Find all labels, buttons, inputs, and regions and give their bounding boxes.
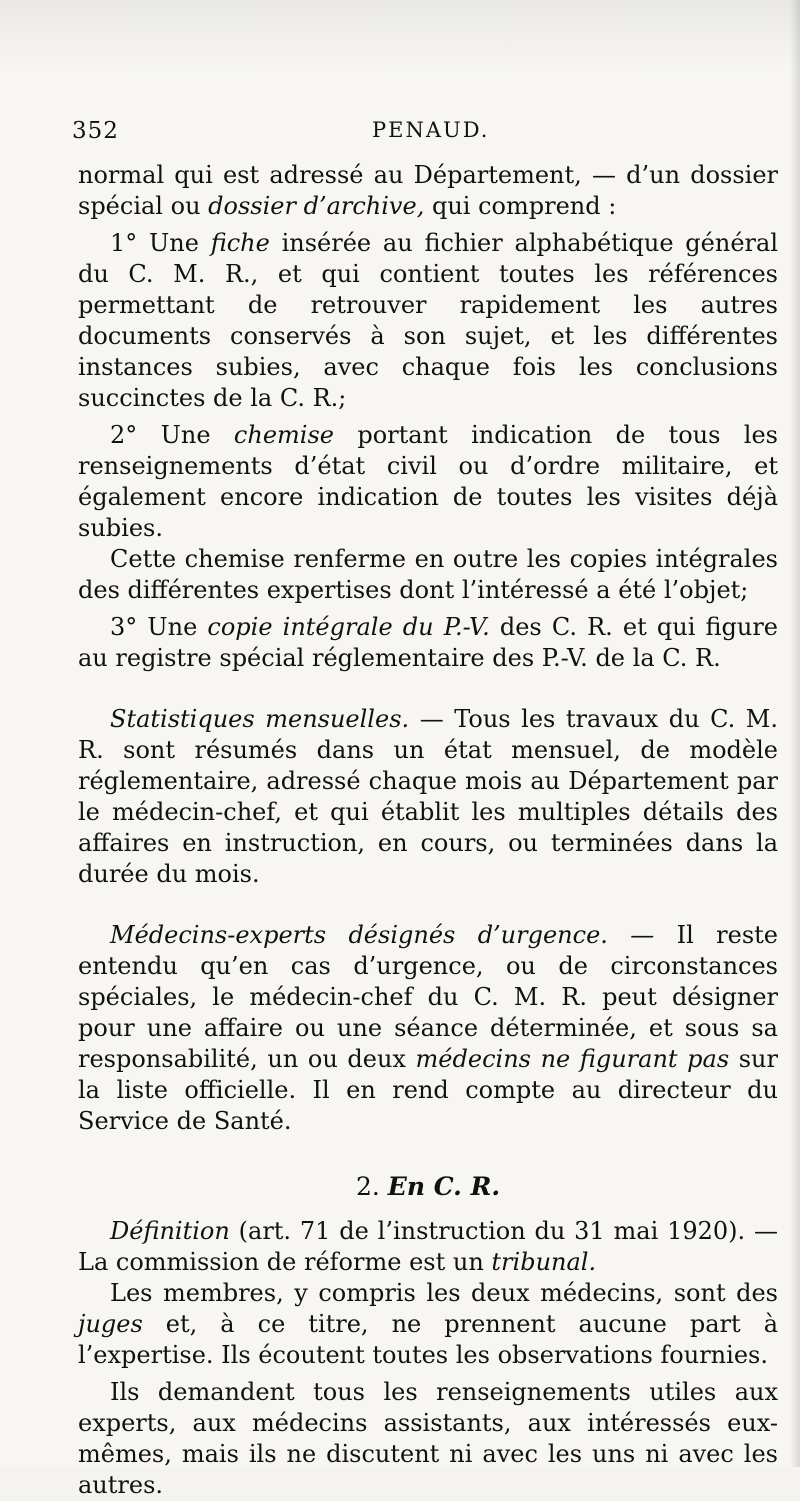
paragraph-definition: Définition (art. 71 de l’instruction du 31 mai 1920). — La commission de réforme est un tribunal. — [78, 1217, 778, 1276]
section-heading: 2. En C. R. — [355, 1172, 501, 1201]
scan-shadow-top — [0, 0, 800, 70]
paragraph-chemise: 2° Une chemise portant indication de tous les renseignements d’état civil ou d’ordre militaire, et également encore indication de toutes les visites déjà subies. — [78, 421, 778, 542]
running-head: PENAUD. — [372, 118, 490, 142]
paragraph-copie-integrale: 3° Une copie intégrale du P.-V. des C. R. et qui figure au registre spécial réglementaire des P.-V. de la C. R. — [78, 613, 779, 672]
page-header — [72, 118, 782, 152]
paragraph-renseignements: Ils demandent tous les renseignements utiles aux experts, aux médecins assistants, aux intéressés eux-mêmes, mais ils ne discutent ni avec les uns ni avec les autres. — [78, 1378, 778, 1499]
paragraph-dossier: normal qui est adressé au Département, — d’un dossier spécial ou dossier d’archive, qui comprend : — [78, 161, 778, 220]
paragraph-statistiques: Statistiques mensuelles. — Tous les travaux du C. M. R. sont résumés dans un état mensuel, de modèle réglementaire, adressé chaque mois au Département par le médecin-chef, et qui établit les multiples détails des affaires en instruction, en cours, ou terminées dans la durée du mois. — [78, 705, 778, 888]
paragraph-medecins-experts: Médecins-experts désignés d’urgence. — Il reste entendu qu’en cas d’urgence, ou de circonstances spéciales, le médecin-chef du C. M. R. peut désigner pour une affaire ou une séance déterminée, et sous sa responsabilité, un ou deux médecins ne figurant pas sur la liste officielle. Il en rend compte au directeur du Service de Santé. — [78, 921, 778, 1135]
scan-shadow-edge — [790, 0, 800, 1467]
page-number: 352 — [72, 118, 119, 144]
page-body — [78, 160, 778, 1501]
paragraph-membres: Les membres, y compris les deux médecins, sont des juges et, à ce titre, ne prennent aucune part à l’expertise. Ils écoutent toutes les observations fournies. — [78, 1279, 778, 1369]
paragraph-fiche: 1° Une fiche insérée au fichier alphabétique général du C. M. R., et qui contient toutes les références permettant de retrouver rapidement les autres documents conservés à son sujet, et les différentes instances subies, avec chaque fois les conclusions succinctes de la C. R.; — [78, 229, 778, 412]
paragraph-copies: Cette chemise renferme en outre les copies intégrales des différentes expertises dont l’intéressé a été l’objet; — [78, 545, 778, 604]
